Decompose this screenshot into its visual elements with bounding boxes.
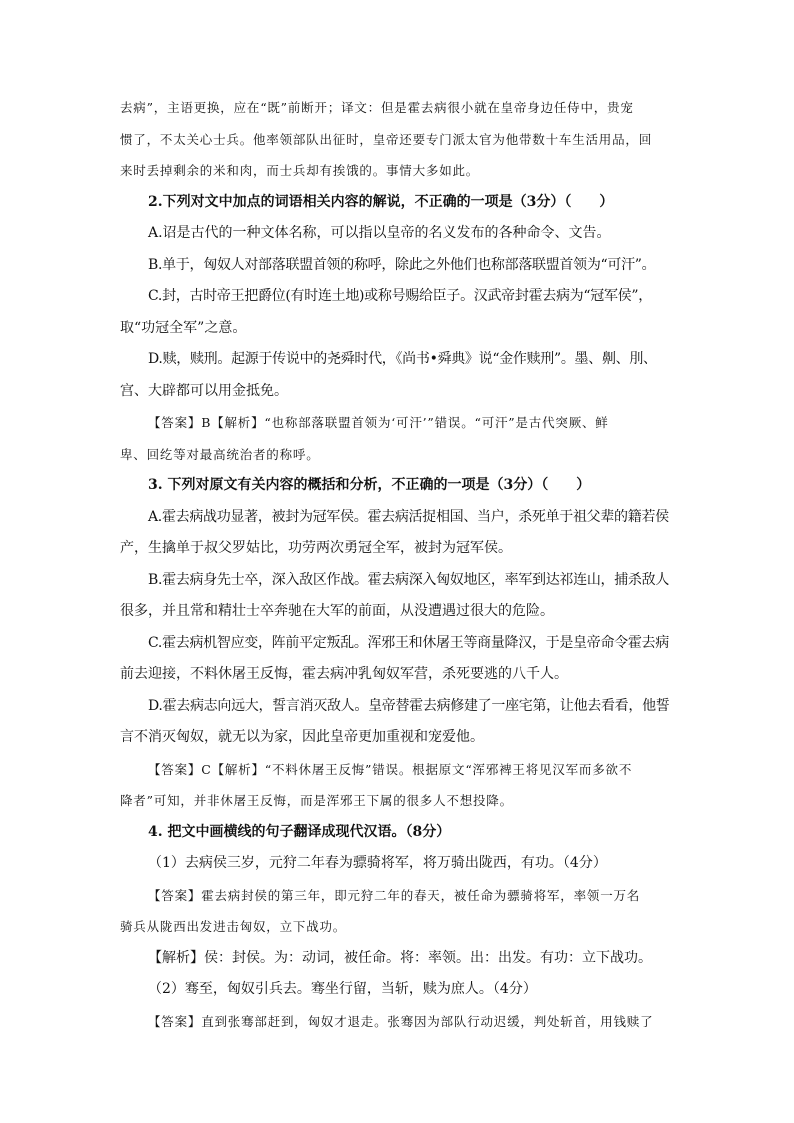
question-4-item-2: （2）骞至，匈奴引兵去。骞坐行留，当斩，赎为庶人。（4分） (148, 981, 537, 997)
question-4-item-1-answer: 【答案】霍去病封侯的第三年，即元狩二年的春天，被任命为骠骑将军，率领一万名 (148, 887, 641, 903)
question-2-title: 2.下列对文中加点的词语相关内容的解说，不正确的一项是（3分）（ ） (148, 193, 614, 210)
question-3-option-a: A.霍去病战功显著，被封为冠军侯。霍去病活捉相国、当户，杀死单于祖父辈的籍若侯 (148, 508, 669, 525)
question-3-title: 3. 下列对原文有关内容的概括和分析，不正确的一项是（3分）（ ） (148, 477, 591, 493)
question-3-option-b: B.霍去病身先士卒，深入敌区作战。霍去病深入匈奴地区，率军到达祁连山，捕杀敌人 (148, 571, 670, 588)
question-3-option-c-cont: 前去迎接，不料休屠王反悔，霍去病冲乳匈奴军营，杀死要逃的八千人。 (120, 666, 568, 682)
question-3-option-a-cont: 产，生擒单于叔父罗姑比，功劳两次勇冠全军，被封为冠军侯。 (120, 540, 512, 556)
translation-line-1: 去病”，主语更换，应在“既”前断开；译文：但是霍去病很小就在皇帝身边任侍中，贵宠 (120, 100, 634, 115)
question-3-answer: 【答案】C【解析】“不料休屠王反悔”错误。根据原文“浑邪裨王将见汉军而多欲不 (148, 761, 633, 777)
question-3-option-c: C.霍去病机智应变，阵前平定叛乱。浑邪王和休屠王等商量降汉，于是皇帝命令霍去病 (148, 634, 669, 651)
question-3-answer-cont: 降者”可知，并非休屠王反悔，而是浑邪王下属的很多人不想投降。 (120, 793, 513, 808)
question-3-option-d-cont: 言不消灭匈奴，就无以为家，因此皇帝更加重视和宠爱他。 (120, 729, 484, 745)
question-2-option-c-cont: 取“功冠全军”之意。 (120, 319, 247, 336)
translation-line-3: 来时丢掉剩余的米和肉，而士兵却有挨饿的。事情大多如此。 (120, 163, 480, 178)
question-2-option-c: C.封，古时帝王把爵位(有时连土地)或称号赐给臣子。汉武帝封霍去病为“冠军侯”， (148, 288, 652, 304)
translation-line-2: 惯了，不太关心士兵。他率领部队出征时，皇帝还要专门派太官为他带数十车生活用品，回 (120, 131, 653, 147)
question-3-option-b-cont: 很多，并且常和精壮士卒奔驰在大军的前面，从没遭遇过很大的危险。 (120, 603, 554, 619)
question-2-option-b: B.单于，匈奴人对部落联盟首领的称呼，除此之外他们也称部落联盟首领为“可汗”。 (148, 256, 656, 273)
question-4-item-1: （1）去病侯三岁，元狩二年春为骠骑将军，将万骑出陇西，有功。（4分） (148, 855, 607, 871)
question-4-item-2-answer: 【答案】直到张骞部赶到，匈奴才退走。张骞因为部队行动迟缓，判处斩首，用钱赎了 (148, 1013, 654, 1029)
question-2-option-d: D.赎，赎刑。起源于传说中的尧舜时代，《尚书•舜典》说“金作赎刑”。墨、劓、刖、 (148, 351, 657, 367)
question-2-answer: 【答案】B【解析】“也称部落联盟首领为‘可汗’”错误。“可汗”是古代突厥、鲜 (148, 415, 609, 430)
question-3-option-d: D.霍去病志向远大，誓言消灭敌人。皇帝替霍去病修建了一座宅第，让他去看看，他誓 (148, 697, 670, 714)
question-4-item-1-answer-cont: 骑兵从陇西出发进击匈奴，立下战功。 (120, 919, 347, 934)
question-2-answer-cont: 卑、回纥等对最高统治者的称呼。 (120, 446, 320, 462)
question-4-title: 4. 把文中画横线的句子翻译成现代汉语。（8分） (148, 823, 451, 840)
question-4-item-1-analysis: 【解析】侯：封侯。为：动词，被任命。将：率领。出：出发。有功：立下战功。 (148, 949, 652, 966)
question-2-option-d-cont: 宫、大辟都可以用金抵免。 (120, 382, 288, 399)
question-2-option-a: A.诏是古代的一种文体名称，可以指以皇帝的名义发布的各种命令、文告。 (148, 225, 611, 241)
document-page (120, 92, 676, 1037)
